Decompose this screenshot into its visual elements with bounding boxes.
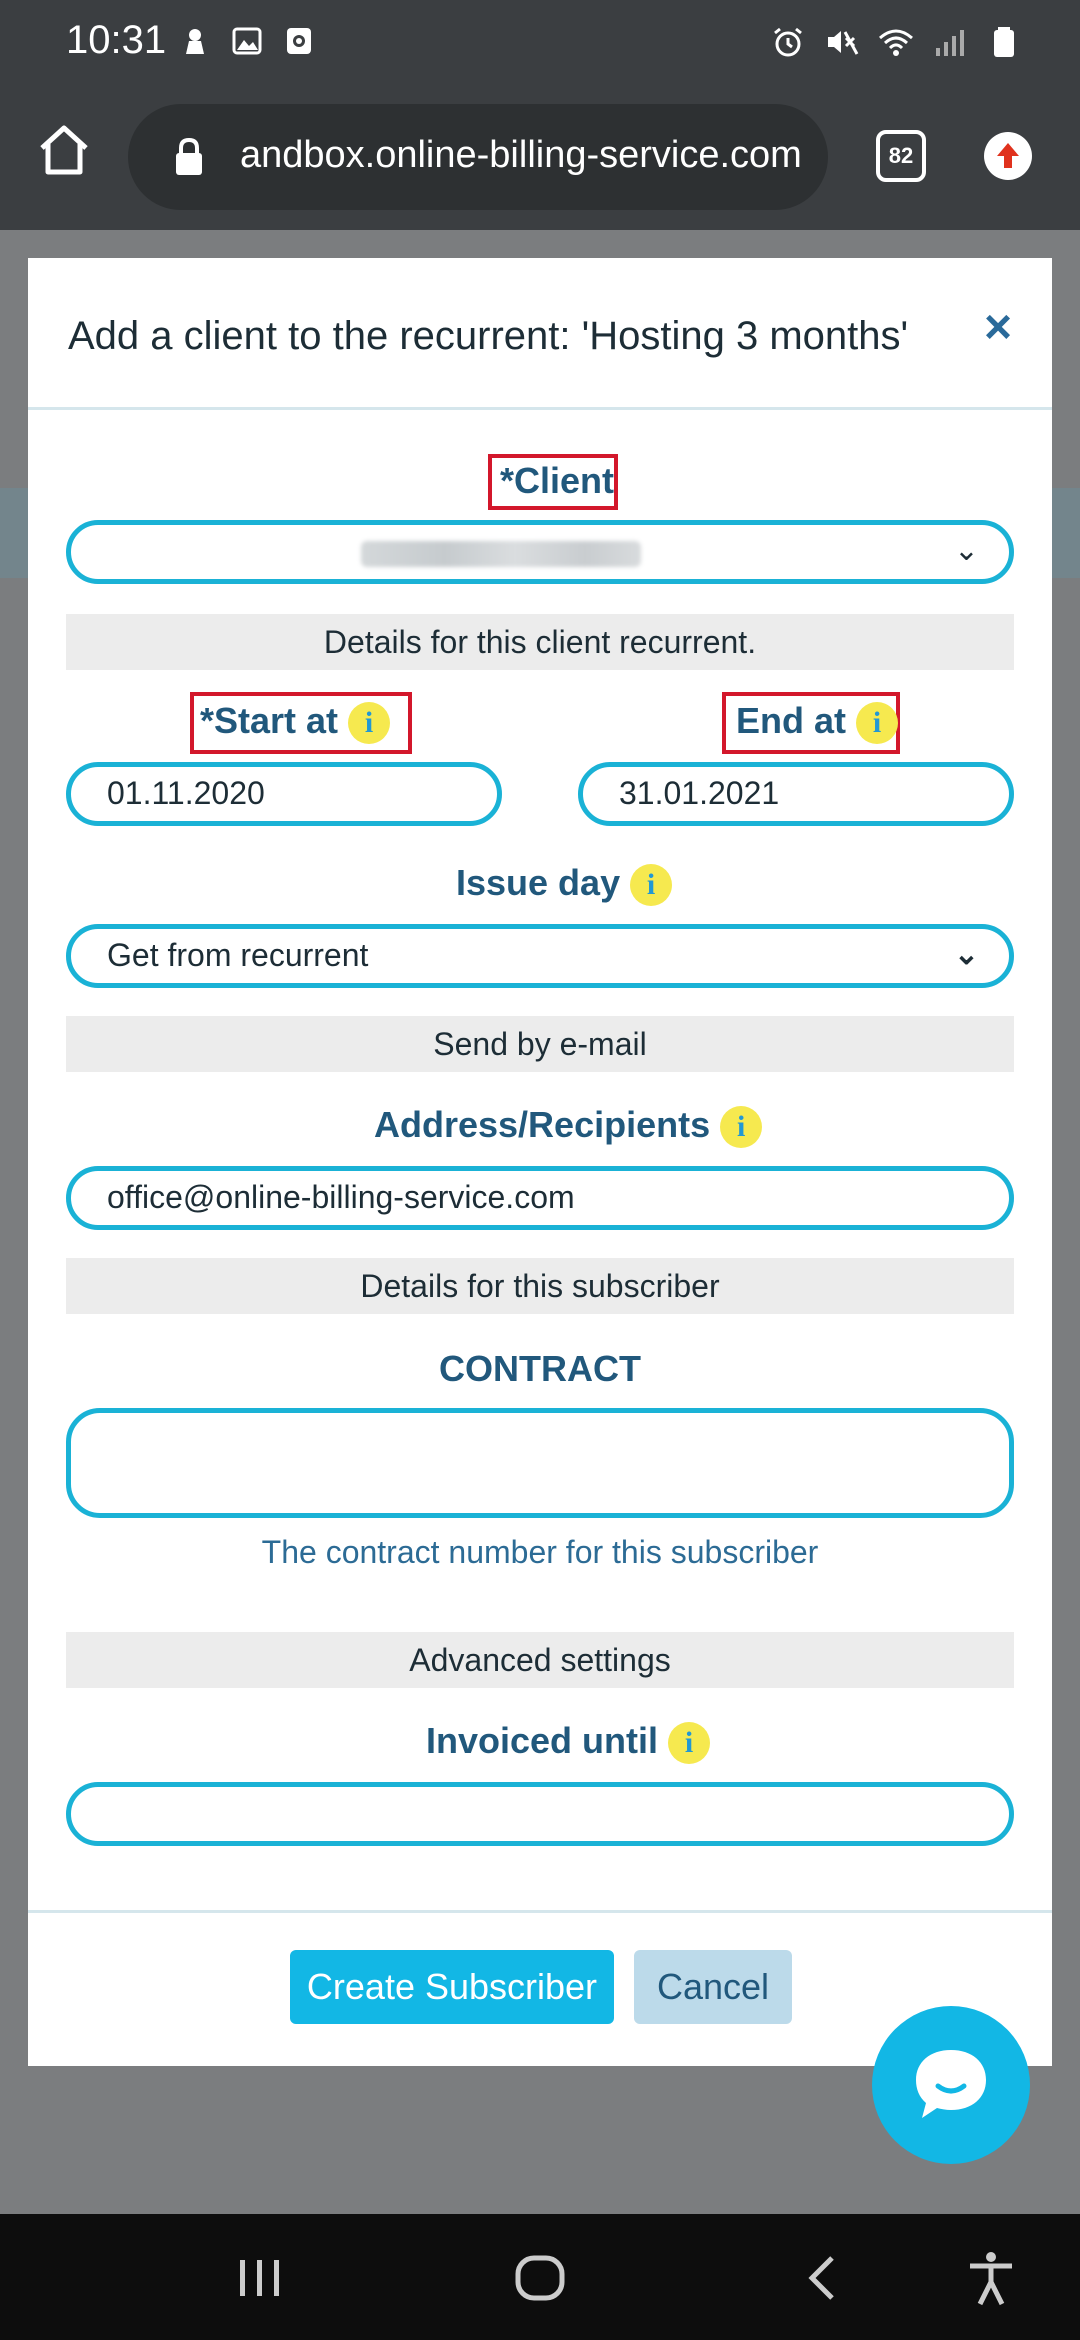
invoiced-until-input[interactable] [66, 1782, 1014, 1846]
required-star: * [500, 460, 515, 501]
recent-apps-icon[interactable] [236, 2258, 284, 2298]
status-time: 10:31 [66, 18, 167, 62]
issue-day-label-text: Issue day [456, 862, 621, 903]
chevron-down-icon: ⌄ [953, 534, 979, 567]
address-input[interactable] [66, 1166, 1014, 1230]
battery-icon [986, 26, 1022, 58]
wifi-icon [878, 26, 914, 58]
section-send-email: Send by e-mail [66, 1016, 1014, 1072]
status-bar [0, 0, 1080, 84]
invoiced-until-label-text: Invoiced until [426, 1720, 659, 1761]
chat-button[interactable] [872, 2006, 1030, 2164]
close-icon[interactable]: × [983, 301, 1012, 354]
start-at-label-text: Start at [214, 700, 339, 741]
contract-label: CONTRACT [439, 1348, 641, 1389]
chat-icon [872, 2006, 1030, 2164]
section-details-recurrent: Details for this client recurrent. [66, 614, 1014, 670]
client-label [500, 460, 614, 502]
status-right-icons [770, 26, 1022, 58]
update-icon[interactable] [984, 132, 1032, 180]
lock-icon [174, 138, 204, 176]
address-bar[interactable] [128, 104, 828, 210]
info-icon[interactable]: i [630, 864, 672, 906]
status-left-icons [180, 26, 314, 56]
end-at-label-text: End at [736, 700, 847, 741]
info-icon[interactable]: i [668, 1722, 710, 1764]
invoiced-until-label [426, 1720, 710, 1764]
modal-header [28, 258, 1052, 410]
tabs-count-button[interactable]: 82 [876, 130, 926, 182]
screen-record-icon [284, 26, 314, 56]
client-label-text: Client [514, 460, 615, 501]
back-icon[interactable] [804, 2254, 840, 2302]
issue-day-select[interactable] [66, 924, 1014, 988]
issue-day-value: Get from recurrent [107, 937, 369, 973]
add-client-modal [28, 258, 1052, 2066]
start-at-input[interactable] [66, 762, 502, 826]
contract-help-text: The contract number for this subscriber [261, 1534, 819, 1570]
cancel-button[interactable]: Cancel [634, 1950, 792, 2024]
contract-input[interactable] [66, 1408, 1014, 1518]
accessibility-icon[interactable] [966, 2250, 1016, 2306]
info-icon[interactable]: i [348, 702, 390, 744]
notification-icon [180, 26, 210, 56]
info-icon[interactable]: i [856, 702, 898, 744]
home-icon[interactable] [36, 122, 92, 178]
issue-day-label [456, 862, 672, 906]
system-navigation-bar [0, 2214, 1080, 2340]
browser-toolbar [0, 84, 1080, 230]
end-at-value: 31.01.2021 [619, 775, 780, 811]
start-at-value: 01.11.2020 [107, 775, 265, 811]
create-subscriber-button[interactable]: Create Subscriber [290, 1950, 614, 2024]
client-name-redacted [361, 541, 641, 567]
url-text: andbox.online-billing-service.com [240, 134, 802, 176]
home-nav-icon[interactable] [514, 2254, 566, 2302]
modal-title: Add a client to the recurrent: 'Hosting 3 months' [68, 314, 909, 358]
address-value: office@online-billing-service.com [107, 1179, 575, 1215]
required-star: * [200, 700, 215, 741]
chevron-down-icon: ⌄ [953, 938, 979, 971]
info-icon[interactable]: i [720, 1106, 762, 1148]
address-label-text: Address/Recipients [374, 1104, 711, 1145]
section-advanced-settings: Advanced settings [66, 1632, 1014, 1688]
modal-footer-divider [28, 1910, 1052, 1913]
address-label [374, 1104, 762, 1148]
start-at-label [200, 700, 390, 744]
end-at-label [736, 700, 898, 744]
alarm-icon [770, 26, 806, 58]
mute-icon [824, 26, 860, 58]
section-subscriber-details: Details for this subscriber [66, 1258, 1014, 1314]
client-select[interactable] [66, 520, 1014, 584]
gallery-icon [232, 26, 262, 56]
end-at-input[interactable] [578, 762, 1014, 826]
signal-icon [932, 26, 968, 58]
